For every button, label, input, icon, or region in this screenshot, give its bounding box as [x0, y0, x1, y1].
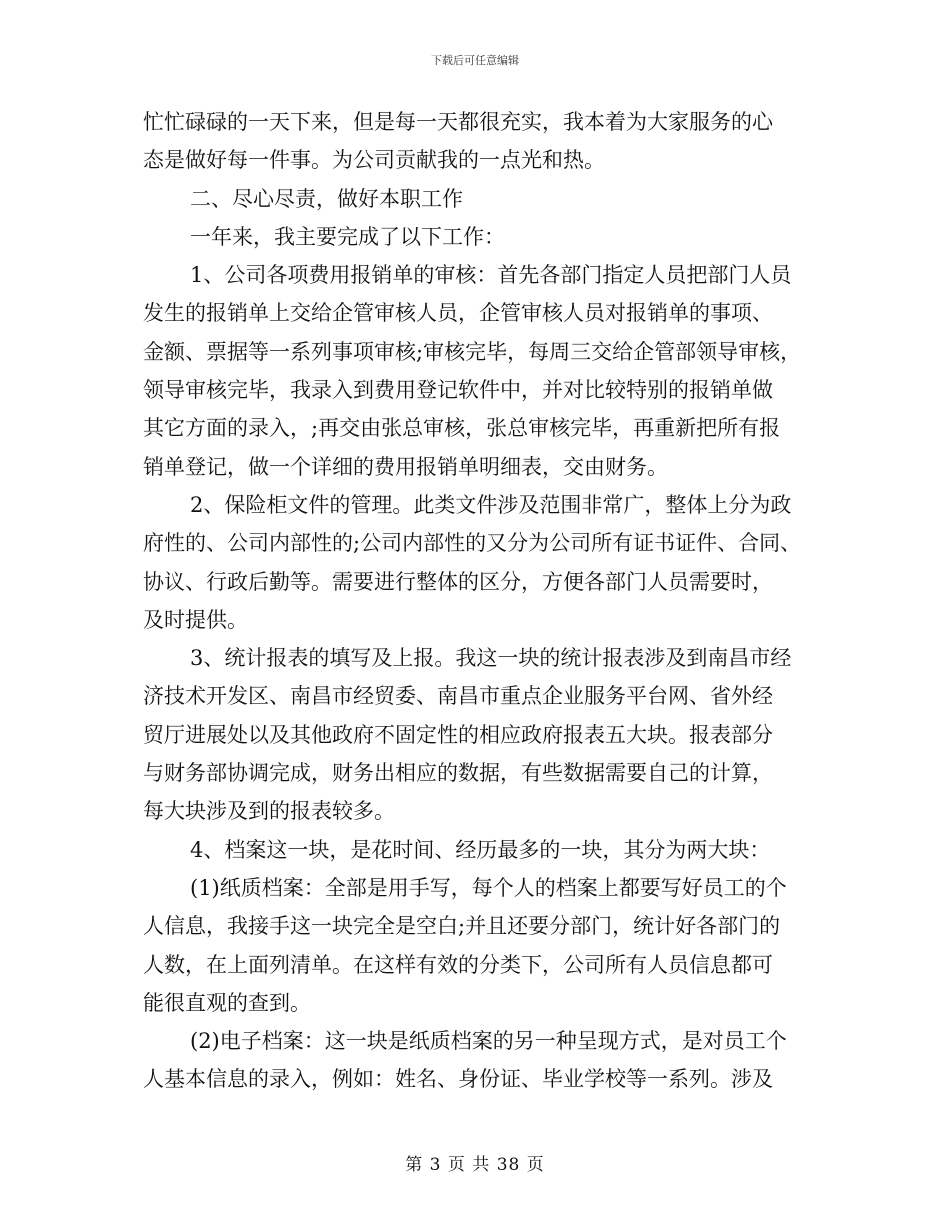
- page-number-footer: 第 3 页 共 38 页: [405, 1155, 545, 1175]
- text-line: 协议、行政后勤等。需要进行整体的区分，方便各部门人员需要时，: [143, 569, 773, 594]
- text-line: 能很直观的查到。: [143, 990, 311, 1015]
- text-line: 济技术开发区、南昌市经贸委、南昌市重点企业服务平台网、省外经: [143, 684, 773, 709]
- text-line: (1)纸质档案：全部是用手写，每个人的档案上都要写好员工的个: [190, 875, 787, 900]
- text-line: 人基本信息的录入，例如：姓名、身份证、毕业学校等一系列。涉及: [143, 1067, 773, 1092]
- text-line: 及时提供。: [143, 607, 248, 632]
- text-line: 与财务部协调完成，财务出相应的数据，有些数据需要自己的计算，: [143, 761, 773, 786]
- text-line: 每大块涉及到的报表较多。: [143, 799, 395, 824]
- text-line: 其它方面的录入，;再交由张总审核，张总审核完毕，再重新把所有报: [143, 416, 781, 441]
- text-line: 3、统计报表的填写及上报。我这一块的统计报表涉及到南昌市经: [190, 646, 792, 671]
- text-line: 人数，在上面列清单。在这样有效的分类下，公司所有人员信息都可: [143, 952, 773, 977]
- page-header: 下载后可任意编辑: [431, 54, 519, 67]
- text-line: 金额、票据等一系列事项审核;审核完毕，每周三交给企管部领导审核，: [143, 339, 802, 364]
- text-line: 4、档案这一块，是花时间、经历最多的一块，其分为两大块：: [190, 837, 771, 862]
- document-body: [143, 103, 818, 1099]
- text-line: 一年来，我主要完成了以下工作：: [190, 224, 505, 249]
- text-line: 府性的、公司内部性的;公司内部性的又分为公司所有证书证件、合同、: [143, 531, 802, 556]
- text-line: 销单登记，做一个详细的费用报销单明细表，交由财务。: [143, 454, 668, 479]
- text-line: (2)电子档案：这一块是纸质档案的另一种呈现方式，是对员工个: [190, 1029, 787, 1054]
- text-line: 1、公司各项费用报销单的审核：首先各部门指定人员把部门人员: [190, 263, 792, 288]
- text-line: 领导审核完毕，我录入到费用登记软件中，并对比较特别的报销单做: [143, 378, 773, 403]
- text-line: 态是做好每一件事。为公司贡献我的一点光和热。: [143, 148, 605, 173]
- text-line: 忙忙碌碌的一天下来，但是每一天都很充实，我本着为大家服务的心: [143, 110, 773, 134]
- text-line: 人信息，我接手这一块完全是空白;并且还要分部门，统计好各部门的: [143, 914, 781, 939]
- text-line: 贸厅进展处以及其他政府不固定性的相应政府报表五大块。报表部分: [143, 722, 773, 747]
- text-line: 2、保险柜文件的管理。此类文件涉及范围非常广，整体上分为政: [190, 492, 792, 517]
- text-line: 发生的报销单上交给企管审核人员，企管审核人员对报销单的事项、: [143, 301, 773, 326]
- text-line: 二、尽心尽责，做好本职工作: [190, 186, 463, 211]
